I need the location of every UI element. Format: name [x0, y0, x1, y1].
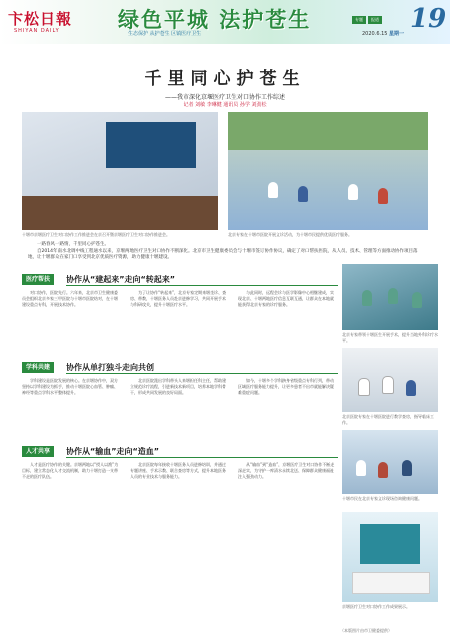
side-photo-caption: 北京医院专家在十堰医院进行教学查房，指导临床工作。: [342, 414, 434, 425]
article-lead: [28, 242, 422, 262]
section-body: [22, 290, 338, 352]
lead-paragraph: 自2014年南水北调中线工程通水以来，京堰两地医疗卫生对口协作不断深化。北京市卫生健康委员会与十堰市签订协作协议，确定了对口帮扶医院，从人员、技术、管理等方面推动协作项目落地，让十堰群众在家门口享受到北京优质医疗资源，助力健康十堰建设。: [28, 248, 418, 260]
section-body: [22, 462, 338, 622]
column-banner: 绿色平城 法护苍生: [118, 7, 312, 32]
surgeon-figure: [388, 288, 398, 304]
body-column: [130, 462, 228, 480]
consultation-photo: [342, 430, 438, 494]
section-title: 协作从单打独斗走向共创: [66, 363, 154, 372]
article-byline: 记者 刘敏 李琳健 通讯员 孙学 刘劲松: [183, 102, 267, 108]
issue-weekday: 星期一: [389, 31, 405, 37]
article-subtitle: ——我市深化京堰医疗卫生对口协作工作综述: [164, 94, 285, 101]
doctor-figure: [358, 378, 370, 396]
doctor-figure: [348, 184, 358, 200]
lead-paragraph: 一路春风一路情，千里同心护苍生。: [37, 242, 109, 247]
surgery-photo: [342, 264, 438, 330]
photo-source-note: （本版图片由市卫健委提供）: [340, 628, 392, 633]
body-paragraph: 学科建设是医院发展的核心。在京堰协作中，双方坚持以学科建设为抓手，推动十堰医院心血管、肿瘤、神经等重点学科水平整体提升。: [22, 378, 118, 395]
body-column: [238, 378, 336, 396]
masthead: [0, 0, 450, 44]
body-column: [238, 290, 336, 308]
patient-figure: [406, 380, 416, 396]
section-divider: [66, 285, 338, 286]
patient-figure: [402, 460, 412, 476]
body-paragraph: 北京医院派出学科带头人来堰担任科主任，帮助建立规范诊疗流程，引进新技术新项目，培养本地学科骨干，形成共同发展的良好局面。: [130, 378, 226, 395]
body-paragraph: 为了让协作“转起来”，北京专家定期来堰坐诊、查房、带教，十堰医务人员赴京进修学习，共同开展手术与科研攻关，提升十堰医疗水平。: [130, 290, 227, 307]
tree-canopy: [228, 112, 428, 150]
body-column: [22, 290, 120, 308]
issue-date: [362, 30, 404, 37]
surgeon-figure: [362, 290, 372, 306]
column-tag: 报道: [368, 16, 382, 24]
body-column: [238, 462, 336, 480]
side-photo-caption: 京堰医疗卫生对口协作工作成果展示。: [342, 604, 410, 609]
body-paragraph: 从“输血”到“造血”，京堰医疗卫生对口协作不断走深走实，为守护一库清水永续北送、保障群众健康福祉注入强劲动力。: [238, 462, 335, 479]
article-title: 千里同心护苍生: [144, 69, 306, 89]
newspaper-logo-subtitle: SHIYAN DAILY: [14, 28, 60, 34]
section-divider: [66, 373, 338, 374]
side-photo-caption: 北京专家带领十堰医生开展手术，提升当地外科诊疗水平。: [342, 332, 438, 343]
display-board: [360, 524, 420, 564]
patient-figure: [298, 186, 308, 202]
newspaper-logo: 卞松日報: [8, 10, 73, 28]
body-column: [130, 290, 228, 308]
doctor-figure: [268, 182, 278, 198]
conference-photo: [22, 112, 218, 230]
section-tag: 学科共建: [22, 362, 54, 373]
patient-figure: [378, 188, 388, 204]
ward-photo: [342, 348, 438, 412]
section-tag: 医疗帮扶: [22, 274, 54, 285]
clinic-photo: [228, 112, 428, 230]
section-divider: [66, 457, 338, 458]
exhibition-photo: [342, 512, 438, 602]
section-header: [22, 362, 338, 374]
surgeon-figure: [412, 292, 422, 308]
side-photo-caption: 十堰市民在北京专家义诊现场咨询健康问题。: [342, 496, 422, 501]
doctor-figure: [356, 460, 366, 476]
display-stand: [352, 572, 430, 594]
section-header: [22, 446, 338, 458]
body-paragraph: 对口协作，医院先行。六年来，北京市卫生健康委员会组织北京多家三甲医院与十堰市医院结对，在十堰建设重点专科，开展技术协作。: [22, 290, 118, 307]
column-tag: 专题: [352, 16, 366, 24]
section-title: 协作从“建起来”走向“转起来”: [66, 275, 176, 284]
body-paragraph: 北京医院每年接收十堰医务人员进修培训，并通过专题讲座、手术示教、联合查房等方式，提升本地医务人员的专业技术与服务能力。: [130, 462, 226, 479]
body-column: [22, 378, 120, 396]
body-paragraph: 人才是医疗协作的关键。京堰两地以“授人以渔”为目标，建立常态化人才交流机制，助力十堰打造一支带不走的医疗队伍。: [22, 462, 119, 479]
right-photo-caption: 北京专家在十堰市医院开展义诊活动，为十堰市民提供优质医疗服务。: [228, 232, 352, 237]
body-column: [130, 378, 228, 396]
page-number: 19: [410, 4, 447, 34]
section-title: 协作从“输血”走向“造血”: [66, 447, 160, 456]
section-body: [22, 378, 338, 438]
conference-screen: [106, 122, 196, 168]
body-column: [22, 462, 120, 480]
doctor-figure: [382, 376, 394, 394]
body-paragraph: 如今，十堰多个学科跻身省级重点专科行列，带动区域医疗服务能力提升，让更多患者不出市就能解决疑难重症问题。: [238, 378, 334, 395]
body-paragraph: 与此同时，远程会诊与医学影像中心相继建成，实现北京、十堰两地医疗信息互联互通，让群众在本地就能获得北京专家的诊疗服务。: [238, 290, 334, 307]
column-banner-subtitle: 生态保护 从护苍生 区镇医疗卫生: [128, 31, 202, 37]
conference-table: [22, 196, 218, 230]
issue-date-text: 2020.6.15: [362, 31, 390, 37]
patient-figure: [378, 462, 388, 478]
section-header: [22, 274, 338, 286]
section-tag: 人才共享: [22, 446, 54, 457]
left-photo-caption: 十堰市京堰医疗卫生对口协作工作推进会在京召开暨京堰医疗卫生对口协作推进会。: [22, 232, 170, 237]
